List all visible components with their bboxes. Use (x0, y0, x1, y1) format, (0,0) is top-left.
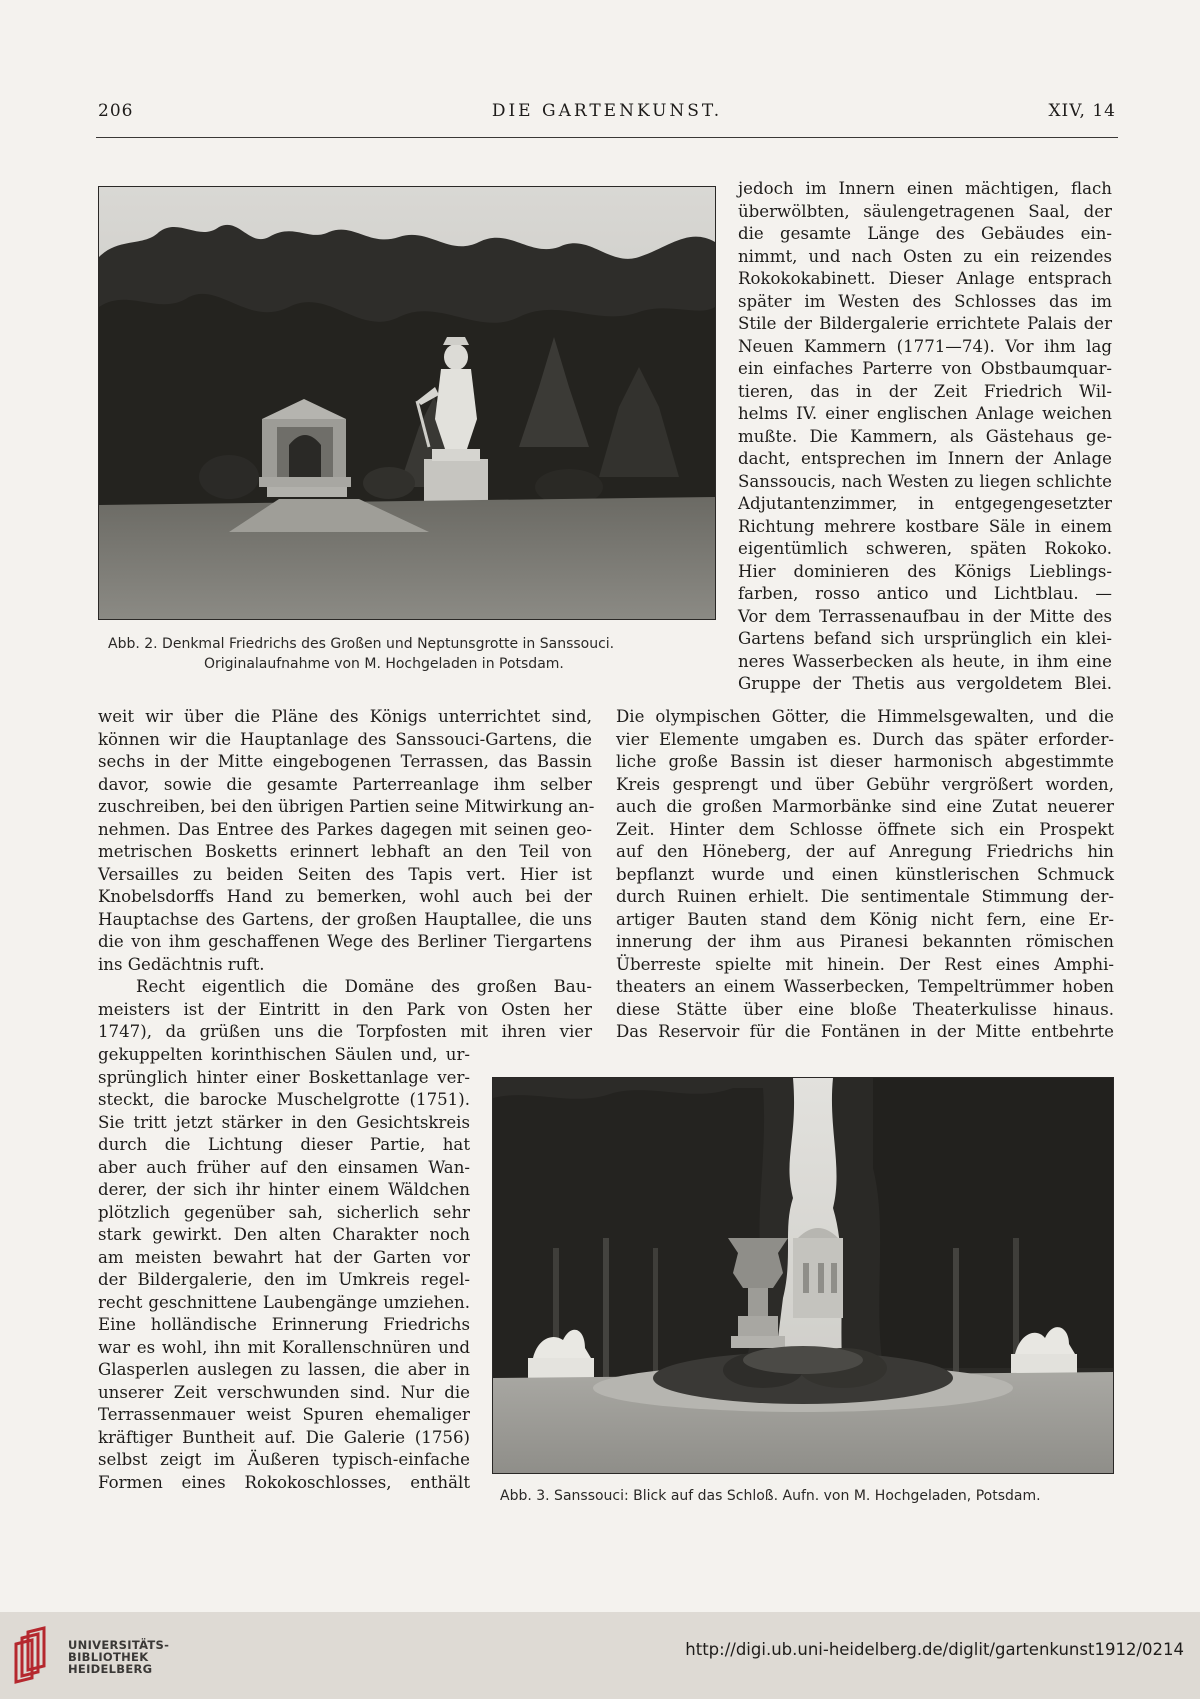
text-line: derer, der sich ihr hinter einem Wäldchen (98, 1180, 470, 1199)
figure-3-caption (500, 1486, 1112, 1506)
text-line: 1747), da grüßen uns die Torpfosten mit ihren vier (98, 1022, 592, 1041)
caption-line: Abb. 3. Sanssouci: Blick auf das Schloß. Aufn. von M. Hochgeladen, Potsdam. (500, 1488, 1041, 1504)
footer-bar (0, 1612, 1200, 1699)
text-line: der Bildergalerie, den im Umkreis regel- (98, 1270, 470, 1289)
text-line: Kreis gesprengt und über Gebühr vergrößert worden, (616, 774, 1114, 794)
text-line: Knobelsdorffs Hand zu bemerken, wohl auch bei der (98, 887, 592, 906)
text-line: ins Gedächtnis ruft. (98, 954, 265, 974)
text-line: Zeit. Hinter dem Schlosse öffnete sich ein Prospekt (616, 819, 1114, 839)
library-logo-icon (14, 1626, 60, 1684)
text-line: Die olympischen Götter, die Himmelsgewalten, und die (616, 707, 1114, 726)
text-line: die von ihm geschaffenen Wege des Berliner Tiergartens (98, 932, 592, 951)
text-line: meisters ist der Eintritt in den Park von Osten her (98, 999, 592, 1019)
text-line: eigentümlich schweren, späten Rokoko. (738, 539, 1112, 558)
text-line: durch die Lichtung dieser Partie, hat (98, 1135, 470, 1154)
text-line: auf den Höneberg, der auf Anregung Friedrichs hin (616, 842, 1114, 861)
figure-2-photo (98, 186, 716, 620)
text-line: diese Stätte über eine bloße Theaterkulisse hinaus. (616, 999, 1114, 1019)
text-line: die gesamte Länge des Gebäudes ein- (738, 224, 1112, 243)
left-column-text (98, 706, 595, 1044)
text-line: Richtung mehrere kostbare Säle in einem (738, 516, 1112, 536)
volume-number: XIV, 14 (1048, 101, 1116, 121)
text-line: selbst zeigt im Äußeren typisch-einfache (98, 1450, 470, 1469)
text-line: auch die großen Marmorbänke sind eine Zutat neuerer (616, 797, 1114, 816)
text-line: Glasperlen auslegen zu lassen, die aber in (98, 1360, 470, 1379)
text-line: recht geschnittene Laubengänge umziehen. (98, 1292, 470, 1312)
text-line: davor, sowie die gesamte Parterreanlage ihm selber (98, 774, 592, 794)
library-name-line: BIBLIOTHEK (68, 1650, 149, 1664)
journal-title: DIE GARTENKUNST. (491, 101, 723, 121)
text-line: Vor dem Terrassenaufbau in der Mitte des (738, 606, 1112, 626)
figure-2-illustration (99, 187, 715, 619)
text-line: Recht eigentlich die Domäne des großen Bau- (136, 977, 592, 996)
figure-2-caption (108, 634, 712, 674)
text-line: theaters an einem Wasserbecken, Tempeltrümmer hoben (616, 977, 1114, 996)
caption-line: Abb. 2. Denkmal Friedrichs des Großen und Neptunsgrotte in Sanssouci. (108, 636, 615, 652)
text-line: Sanssoucis, nach Westen zu liegen schlichte (738, 471, 1112, 491)
library-name-line: UNIVERSITÄTS- (68, 1638, 170, 1652)
text-line: ein einfaches Parterre von Obstbaumquar- (738, 359, 1112, 378)
text-line: Das Reservoir für die Fontänen in der Mitte entbehrte (616, 1022, 1114, 1041)
text-line: bepflanzt wurde und einen künstlerischen Schmuck (616, 864, 1114, 884)
text-line: weit wir über die Pläne des Königs unterrichtet sind, (98, 707, 592, 726)
text-line: aber auch früher auf den einsamen Wan- (98, 1157, 470, 1177)
text-line: sechs in der Mitte eingebogenen Terrassen, das Bassin (98, 752, 592, 771)
text-line: unserer Zeit verschwunden sind. Nur die (98, 1382, 470, 1402)
figure-3-photo (492, 1077, 1114, 1474)
page-number: 206 (98, 101, 134, 121)
text-line: am meisten bewahrt hat der Garten vor (98, 1247, 470, 1267)
middle-column-text (616, 706, 1114, 1044)
text-line: metrischen Bosketts erinnert lebhaft an den Teil von (98, 842, 592, 861)
narrow-column-text (98, 1044, 470, 1494)
text-line: Versailles zu beiden Seiten des Tapis vert. Hier ist (98, 864, 592, 884)
text-line: können wir die Hauptanlage des Sanssouci-Gartens, die (98, 729, 592, 749)
right-column-text (738, 178, 1112, 696)
text-line: tieren, das in der Zeit Friedrich Wil- (738, 381, 1112, 401)
library-name (68, 1639, 169, 1675)
text-line: artiger Bauten stand dem König nicht fern, eine Er- (616, 909, 1114, 929)
figure-3-illustration (493, 1078, 1113, 1473)
text-line: Formen eines Rokokoschlosses, enthält (98, 1472, 470, 1492)
running-head (98, 101, 1116, 127)
text-line: plötzlich gegenüber sah, sicherlich sehr (98, 1202, 470, 1222)
text-line: Eine holländische Erinnerung Friedrichs (98, 1315, 470, 1334)
text-line: nimmt, und nach Osten zu ein reizendes (738, 246, 1112, 266)
text-line: stark gewirkt. Den alten Charakter noch (98, 1225, 470, 1244)
text-line: neres Wasserbecken als heute, in ihm eine (738, 651, 1112, 671)
header-rule (96, 137, 1118, 138)
text-line: Hier dominieren des Königs Lieblings- (738, 561, 1112, 581)
text-line: Gruppe der Thetis aus vergoldetem Blei. (738, 674, 1112, 693)
text-line: gekuppelten korinthischen Säulen und, ur- (98, 1045, 470, 1064)
text-line: mußte. Die Kammern, als Gästehaus ge- (738, 426, 1112, 446)
text-line: liche große Bassin ist dieser harmonisch abgestimmte (616, 752, 1114, 771)
text-line: war es wohl, ihn mit Korallenschnüren und (98, 1337, 470, 1357)
text-line: steckt, die barocke Muschelgrotte (1751). (98, 1090, 470, 1109)
text-line: überwölbten, säulengetragenen Saal, der (738, 201, 1112, 221)
text-line: jedoch im Innern einen mächtigen, flach (738, 179, 1112, 198)
text-line: Terrassenmauer weist Spuren ehemaliger (98, 1405, 470, 1424)
text-line: Neuen Kammern (1771—74). Vor ihm lag (738, 336, 1112, 356)
text-line: später im Westen des Schlosses das im (738, 291, 1112, 311)
text-line: durch Ruinen erhielt. Die sentimentale Stimmung der- (616, 887, 1114, 906)
text-line: kräftiger Buntheit auf. Die Galerie (1756) (98, 1427, 470, 1447)
text-line: Adjutantenzimmer, in entgegengesetzter (738, 494, 1112, 513)
text-line: Hauptachse des Gartens, der großen Hauptallee, die uns (98, 909, 592, 929)
text-line: Sie tritt jetzt stärker in den Gesichtskreis (98, 1112, 470, 1132)
text-line: innerung der ihm aus Piranesi bekannten römischen (616, 932, 1114, 951)
text-line: farben, rosso antico und Lichtblau. — (738, 584, 1112, 603)
text-line: Gartens befand sich ursprünglich ein klei- (738, 629, 1112, 648)
text-line: zuschreiben, bei den übrigen Partien seine Mitwirkung an- (98, 797, 595, 816)
text-line: Rokokokabinett. Dieser Anlage entsprach (738, 269, 1112, 288)
text-line: nehmen. Das Entree des Parkes dagegen mit seinen geo- (98, 819, 592, 839)
text-line: sprünglich hinter einer Boskettanlage ver- (98, 1067, 470, 1087)
source-url-link[interactable]: http://digi.ub.uni-heidelberg.de/diglit/gartenkunst1912/0214 (685, 1640, 1184, 1659)
caption-line: Originalaufnahme von M. Hochgeladen in Potsdam. (204, 656, 564, 672)
text-line: Stile der Bildergalerie errichtete Palais der (738, 314, 1112, 333)
text-line: Überreste spielte mit hinein. Der Rest eines Amphi- (616, 954, 1114, 974)
text-line: vier Elemente umgaben es. Durch das später erforder- (616, 729, 1114, 749)
text-line: dacht, entsprechen im Innern der Anlage (738, 449, 1112, 468)
text-line: helms IV. einer englischen Anlage weichen (738, 404, 1112, 423)
library-name-line: HEIDELBERG (68, 1662, 153, 1676)
